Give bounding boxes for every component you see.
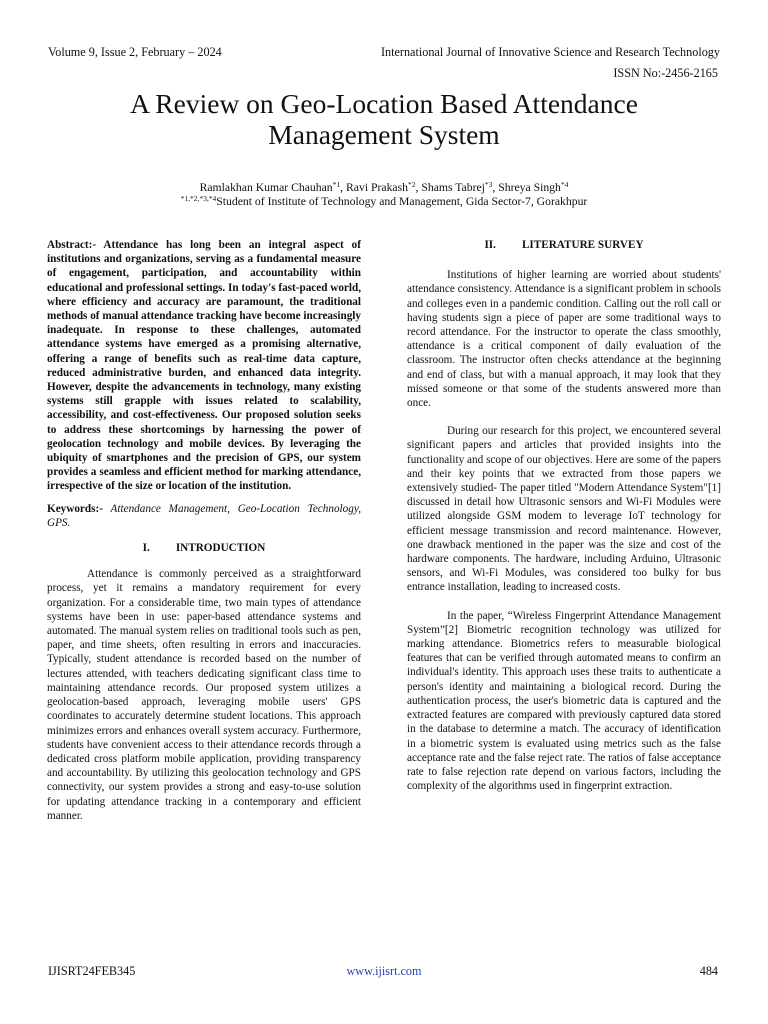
literature-paragraph: In the paper, “Wireless Fingerprint Attendance Management System”[2] Biometric recognition technology was utilized for marking attendance. Biometrics refers to measurable biological features that can be verified through automated means to confirm an individual's identity. This approach uses these traits to authenticate a person's identity and maintaining a biological record. During the authentication process, the user's biometric data is captured and the extracted features are compared with previously captured data stored in the database to determine a match. The accuracy of identification in a biometric system is evaluated using metrics such as the false acceptance rate and the false reject rate. The ratios of false acceptance rate to false rejection rate depend on various factors, including the complexity of the algorithms used in fingerprint extraction. bbox=[407, 609, 721, 793]
author-name: Ravi Prakash bbox=[346, 181, 408, 194]
author-name: Shreya Singh bbox=[498, 181, 561, 194]
left-column bbox=[47, 238, 361, 823]
literature-paragraph: During our research for this project, we encountered several significant papers and articles that provided insights into the functionality and scope of our objectives. Here are some of the papers and their key points that we extracted from those papers we extensively studied- The paper titled "Modern Attendance System"[1] discussed in detail how Ultrasonic sensors and Wi-Fi Modules were utilized alongside GSM modem to leverage IoT technology for efficient message transmission and record maintenance. However, one drawback mentioned in the paper was the size and cost of the hardware components. The hardware, including Arduino, Ultrasonic sensors, and Wi-Fi Modules, was considered too bulky for bus entrance installation, leading to increased costs. bbox=[407, 425, 721, 594]
affiliation bbox=[48, 195, 720, 209]
author-sup: *3 bbox=[484, 180, 493, 189]
keywords-label: Keywords:- bbox=[47, 502, 103, 515]
literature-paragraph: Institutions of higher learning are worried about students' attendance consistency. Attendance is a significant problem in schools and colleges even in a pandemic condition. Calling out the roll call or having students sign a piece of paper are some traditional ways to record attendance. For the instructor to operate the class smoothly, attendance is a critical component of daily evaluation of the classroom. The instructor often checks attendance at the beginning and end of class, but with a manual approach, it may look that they missed someone or that some of the students answered more than once. bbox=[407, 269, 721, 410]
affiliation-text: Student of Institute of Technology and Management, Gida Sector-7, Gorakhpur bbox=[216, 195, 588, 208]
section-number: I. bbox=[142, 542, 150, 555]
author-sup: *1 bbox=[332, 180, 341, 189]
author-sup: *2 bbox=[408, 180, 416, 189]
footer-website-link[interactable]: www.ijisrt.com bbox=[346, 964, 422, 978]
keywords-text: Attendance Management, Geo-Location Technology, GPS. bbox=[47, 502, 361, 529]
abstract: Abstract:- Attendance has long been an integral aspect of institutions and organizations, serving as a fundamental measure of engagement, participation, and accountability within educational and professional settings. In today's fast-paced world, where efficiency and accuracy are paramount, the traditional methods of manual attendance tracking have become increasingly inadequate. In response to these challenges, automated attendance systems have emerged as a promising alternative, offering a range of benefits such as real-time data capture, reduced administrative burden, and enhanced data integrity. However, despite the advancements in technology, many existing systems still grapple with issues related to scalability, accessibility, and cost-effectiveness. Our proposed solution seeks to address these shortcomings by harnessing the power of geolocation technology and mobile devices. By leveraging the ubiquity of smartphones and the precision of GPS, our system provides a seamless and efficient method for marking attendance, irrespective of the size or location of the institution. bbox=[47, 239, 362, 493]
header-volume: Volume 9, Issue 2, February – 2024 bbox=[48, 45, 222, 59]
footer-page-number: 484 bbox=[699, 964, 718, 978]
introduction-paragraph: Attendance is commonly perceived as a straightforward process, yet it remains a mandatory requirement for every organization. For a considerable time, two main types of attendance systems have been in use: paper-based attendance systems and automated. The manual system relies on traditional tools such as pen, paper, and time sheets, often resulting in errors and inaccuracies. Typically, student attendance is recorded based on the number of lectures attended, with teachers dedicating significant class time to maintaining attendance records. Our proposed system utilizes a geolocation-based approach, leveraging mobile users' GPS coordinates to accurately determine student locations. This approach minimizes errors and enhances overall system accuracy. Furthermore, students have convenient access to their attendance records through a dedicated cross platform mobile application, providing transparency and accountability. By utilizing this geolocation technology and GPS connectivity, our system provides a strong and easy-to-use solution for updating attendance tracking in a contemporary and efficient manner. bbox=[47, 568, 361, 822]
footer-paper-id: IJISRT24FEB345 bbox=[48, 964, 136, 978]
affiliation-sup: *1,*2,*3,*4 bbox=[180, 194, 217, 203]
paper-title: A Review on Geo-Location Based Attendance Management System bbox=[130, 88, 638, 150]
section-heading-introduction bbox=[47, 541, 361, 555]
author-name: Ramlakhan Kumar Chauhan bbox=[199, 181, 333, 194]
header-journal: International Journal of Innovative Science and Research Technology bbox=[380, 45, 720, 59]
section-number: II. bbox=[484, 239, 496, 251]
author-name: Shams Tabrej bbox=[421, 181, 485, 194]
right-column bbox=[407, 238, 721, 793]
section-title: INTRODUCTION bbox=[175, 542, 266, 555]
author-sup: *4 bbox=[560, 180, 569, 189]
keywords bbox=[47, 502, 361, 530]
header-issn: ISSN No:-2456-2165 bbox=[613, 66, 718, 80]
author-list: Ramlakhan Kumar Chauhan$^{*1}$, Ravi Prakash$^{*2}$, Shams Tabrej$^{*3}$, Shreya Singh$^{*4}$ bbox=[199, 180, 569, 194]
section-heading-literature-survey bbox=[407, 238, 721, 252]
section-title: LITERATURE SURVEY bbox=[521, 239, 644, 251]
